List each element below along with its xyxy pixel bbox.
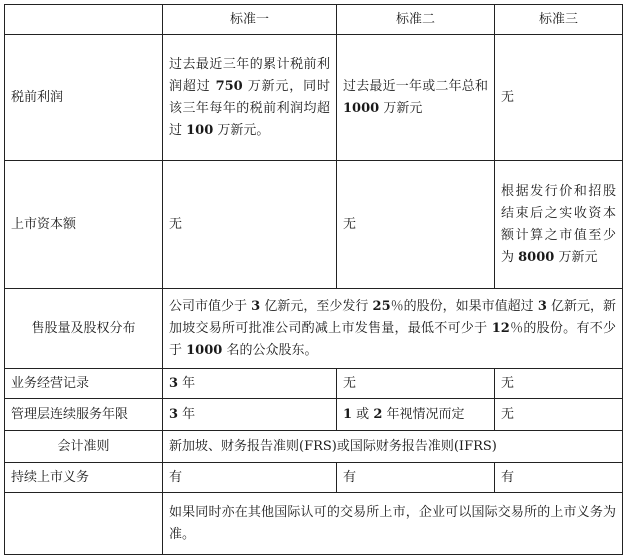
text: 万新元，同时该三年每年的税前利润均超过 bbox=[169, 78, 330, 138]
pretax-standard-2 bbox=[337, 35, 495, 161]
text: 或 bbox=[352, 406, 374, 422]
capital-standard-2: 无 bbox=[337, 161, 495, 289]
pretax-standard-3: 无 bbox=[495, 35, 623, 161]
number: 3 bbox=[251, 298, 261, 314]
note-text: 如果同时亦在其他国际认可的交易所上市，企业可以国际交易所的上市义务为准。 bbox=[163, 493, 623, 555]
text: 过去最近三年的累计税前利润超过 bbox=[169, 56, 330, 94]
text: 亿新元，至少发行 bbox=[260, 298, 373, 314]
row-business-record bbox=[5, 369, 623, 399]
row-share-distribution bbox=[5, 289, 623, 369]
row-note bbox=[5, 493, 623, 555]
label-listing-obligation: 持续上市义务 bbox=[5, 463, 163, 493]
text: 年 bbox=[178, 375, 196, 391]
number: 3 bbox=[169, 375, 179, 391]
obligation-standard-2: 有 bbox=[337, 463, 495, 493]
header-standard-1: 标准一 bbox=[163, 5, 337, 35]
obligation-standard-1: 有 bbox=[163, 463, 337, 493]
number: 12 bbox=[491, 320, 510, 336]
pretax-standard-1 bbox=[163, 35, 337, 161]
business-standard-3: 无 bbox=[495, 369, 623, 399]
row-accounting-standard bbox=[5, 431, 623, 463]
row-listing-capital bbox=[5, 161, 623, 289]
number: 750 bbox=[215, 78, 243, 94]
share-distribution-text bbox=[163, 289, 623, 369]
number: 3 bbox=[537, 298, 547, 314]
text: 公司市值少于 bbox=[169, 298, 252, 314]
number: 1000 bbox=[343, 100, 380, 116]
management-standard-3: 无 bbox=[495, 399, 623, 431]
accounting-standard-text: 新加坡、财务报告准则(FRS)或国际财务报告准则(IFRS) bbox=[163, 431, 623, 463]
text: 根据发行价和招股结束后之实收资本额计算之市值至少为 bbox=[501, 183, 616, 265]
number: 100 bbox=[186, 122, 214, 138]
text: 过去最近一年或二年总和 bbox=[343, 78, 488, 94]
text: 年 bbox=[178, 406, 196, 422]
text: 名的公众股东。 bbox=[222, 342, 318, 358]
text: 万新元。 bbox=[213, 122, 270, 138]
note-label-cell bbox=[5, 493, 163, 555]
header-standard-2: 标准二 bbox=[337, 5, 495, 35]
number: 8000 bbox=[518, 249, 555, 265]
label-listing-capital: 上市资本额 bbox=[5, 161, 163, 289]
number: 2 bbox=[373, 406, 383, 422]
number: 25 bbox=[372, 298, 391, 314]
header-blank-cell bbox=[5, 5, 163, 35]
header-row bbox=[5, 5, 623, 35]
business-standard-2: 无 bbox=[337, 369, 495, 399]
label-accounting-standard: 会计准则 bbox=[5, 431, 163, 463]
header-standard-3: 标准三 bbox=[495, 5, 623, 35]
number: 3 bbox=[169, 406, 179, 422]
text: ％的股份。有不少于 bbox=[169, 320, 616, 358]
obligation-standard-3: 有 bbox=[495, 463, 623, 493]
capital-standard-1: 无 bbox=[163, 161, 337, 289]
label-business-record: 业务经营记录 bbox=[5, 369, 163, 399]
text: 万新元 bbox=[379, 100, 423, 116]
number: 1000 bbox=[186, 342, 223, 358]
text: 亿新元，新加坡交易所可批准公司酌减上市发售量，最低不可少于 bbox=[169, 298, 617, 336]
business-standard-1 bbox=[163, 369, 337, 399]
label-pretax-profit: 税前利润 bbox=[5, 35, 163, 161]
row-listing-obligation bbox=[5, 463, 623, 493]
row-pretax-profit bbox=[5, 35, 623, 161]
text: 年视情况而定 bbox=[382, 406, 465, 422]
row-management-service bbox=[5, 399, 623, 431]
capital-standard-3 bbox=[495, 161, 623, 289]
text: ％的股份，如果市值超过 bbox=[390, 298, 538, 314]
listing-criteria-table bbox=[4, 4, 623, 555]
text: 万新元 bbox=[554, 249, 598, 265]
management-standard-1 bbox=[163, 399, 337, 431]
number: 1 bbox=[343, 406, 353, 422]
management-standard-2 bbox=[337, 399, 495, 431]
label-share-distribution: 售股量及股权分布 bbox=[5, 289, 163, 369]
label-management-service: 管理层连续服务年限 bbox=[5, 399, 163, 431]
